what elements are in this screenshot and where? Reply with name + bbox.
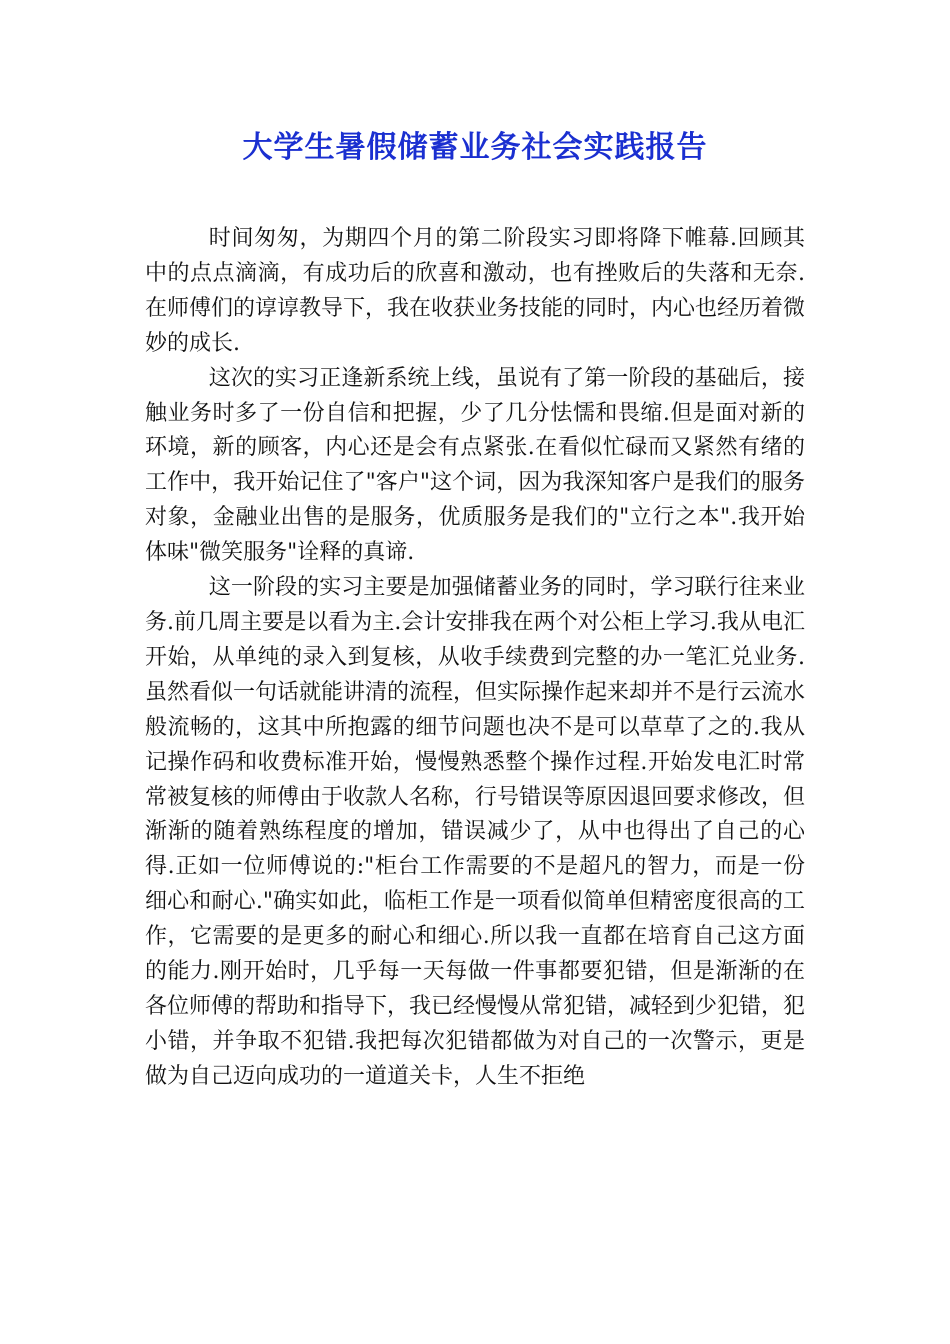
paragraph-3: 这一阶段的实习主要是加强储蓄业务的同时，学习联行往来业务.前几周主要是以看为主.会计安排我在两个对公柜上学习.我从电汇开始，从单纯的录入到复核，从收手续费到完整的办一笔汇兑业务.虽然看似一句话就能讲清的流程，但实际操作起来却并不是行云流水般流畅的，这其中所抱露的细节问题也决不是可以草草了之的.我从记操作码和收费标准开始，慢慢熟悉整个操作过程.开始发电汇时常常被复核的师傅由于收款人名称，行号错误等原因退回要求修改，但渐渐的随着熟练程度的增加，错误减少了，从中也得出了自己的心得.正如一位师傅说的:"柜台工作需要的不是超凡的智力，而是一份细心和耐心."确实如此，临柜工作是一项看似简单但精密度很高的工作，它需要的是更多的耐心和细心.所以我一直都在培育自己这方面的能力.刚开始时，几乎每一天每做一件事都要犯错，但是渐渐的在各位师傅的帮助和指导下，我已经慢慢从常犯错，减轻到少犯错，犯小错，并争取不犯错.我把每次犯错都做为对自己的一次警示，更是做为自己迈向成功的一道道关卡，人生不拒绝 bbox=[145, 575, 806, 1089]
document-title: 大学生暑假储蓄业务社会实践报告 bbox=[242, 130, 708, 165]
paragraph-2: 这次的实习正逢新系统上线，虽说有了第一阶段的基础后，接触业务时多了一份自信和把握，少了几分怯懦和畏缩.但是面对新的环境，新的顾客，内心还是会有点紧张.在看似忙碌而又紧然有绪的工作中，我开始记住了"客户"这个词，因为我深知客户是我们的服务对象，金融业出售的是服务，优质服务是我们的"立行之本".我开始体味"微笑服务"诠释的真谛. bbox=[145, 365, 805, 566]
paragraph-1: 时间匆匆，为期四个月的第二阶段实习即将降下帷幕.回顾其中的点点滴滴，有成功后的欣喜和激动，也有挫败后的失落和无奈.在师傅们的谆谆教导下，我在收获业务技能的同时，内心也经历着微妙的成长. bbox=[145, 226, 806, 356]
document-body bbox=[145, 222, 805, 1095]
